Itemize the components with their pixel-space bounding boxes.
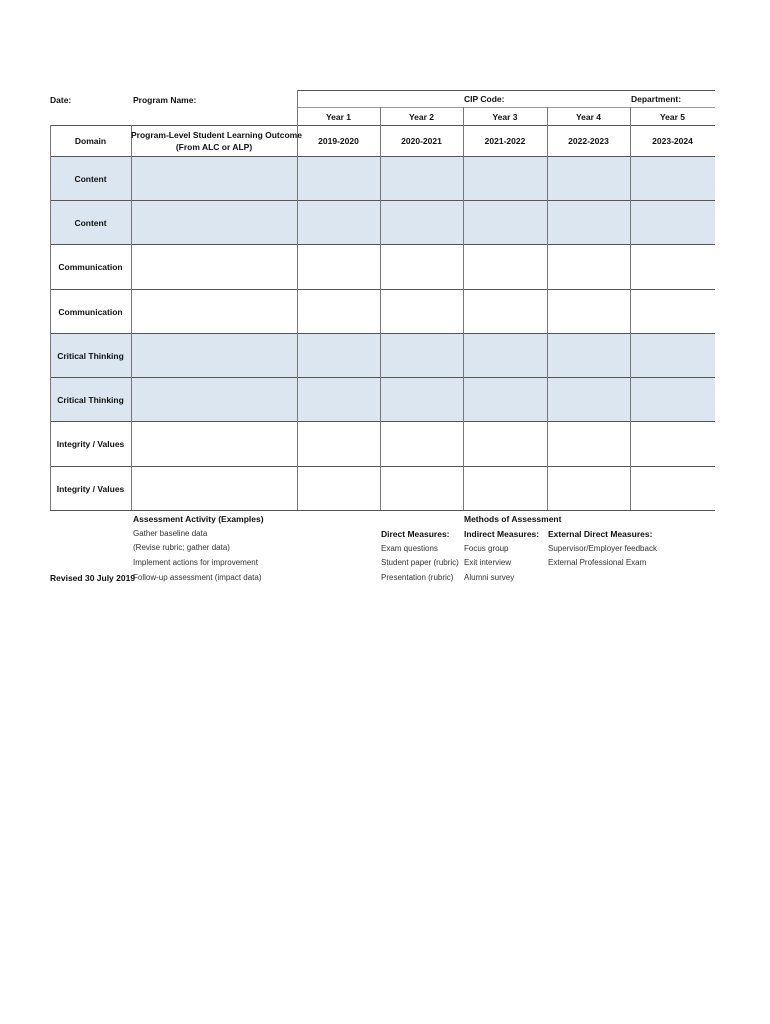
domain-cell: Integrity / Values xyxy=(56,484,125,494)
cip-code-label: CIP Code: xyxy=(464,94,505,104)
year-4-label: Year 4 xyxy=(575,112,602,122)
indirect-measure-item: Focus group xyxy=(464,544,509,553)
direct-measure-item: Student paper (rubric) xyxy=(381,558,459,567)
domain-cell: Integrity / Values xyxy=(56,439,125,449)
year-3-label: Year 3 xyxy=(492,112,518,122)
domain-cell: Content xyxy=(74,218,107,228)
date-label: Date: xyxy=(50,95,72,105)
domain-header: Domain xyxy=(74,136,107,146)
outcome-header-line2: (From ALC or ALP) xyxy=(175,142,253,152)
outcome-header-line1: Program-Level Student Learning Outcome xyxy=(131,130,302,140)
year-5-range: 2023-2024 xyxy=(652,136,693,146)
year-1-range: 2019-2020 xyxy=(318,136,359,146)
program-name-label: Program Name: xyxy=(133,95,197,105)
external-measure-item: Supervisor/Employer feedback xyxy=(548,544,657,553)
row-band-critical-1 xyxy=(50,334,715,378)
year-5-label: Year 5 xyxy=(659,112,686,122)
year-1-label: Year 1 xyxy=(325,112,352,122)
year-2-range: 2020-2021 xyxy=(401,136,442,146)
activity-item: Gather baseline data xyxy=(133,529,208,538)
indirect-measure-item: Alumni survey xyxy=(464,573,515,582)
domain-cell: Communication xyxy=(58,262,123,272)
row-band-content-1 xyxy=(50,157,715,201)
indirect-measures-title: Indirect Measures: xyxy=(464,529,540,539)
indirect-measure-item: Exit interview xyxy=(464,558,512,567)
revised-date: Revised 30 July 2019 xyxy=(50,573,136,583)
activity-item: Implement actions for improvement xyxy=(133,558,258,567)
activity-title: Assessment Activity (Examples) xyxy=(133,514,264,524)
domain-cell: Communication xyxy=(58,307,123,317)
year-2-label: Year 2 xyxy=(408,112,435,122)
activity-item: (Revise rubric; gather data) xyxy=(133,543,230,552)
direct-measures-title: Direct Measures: xyxy=(381,529,450,539)
domain-cell: Critical Thinking xyxy=(57,395,124,405)
methods-title: Methods of Assessment xyxy=(464,514,562,524)
year-4-range: 2022-2023 xyxy=(568,136,609,146)
external-measure-item: External Professional Exam xyxy=(548,558,647,567)
direct-measure-item: Exam questions xyxy=(381,544,438,553)
external-measures-title: External Direct Measures: xyxy=(548,529,653,539)
domain-cell: Critical Thinking xyxy=(57,351,124,361)
row-band-critical-2 xyxy=(50,378,715,422)
activity-item: Follow-up assessment (impact data) xyxy=(133,573,262,582)
year-3-range: 2021-2022 xyxy=(484,136,526,146)
domain-cell: Content xyxy=(74,174,107,184)
direct-measure-item: Presentation (rubric) xyxy=(381,573,454,582)
department-label: Department: xyxy=(631,94,682,104)
row-band-content-2 xyxy=(50,201,715,245)
